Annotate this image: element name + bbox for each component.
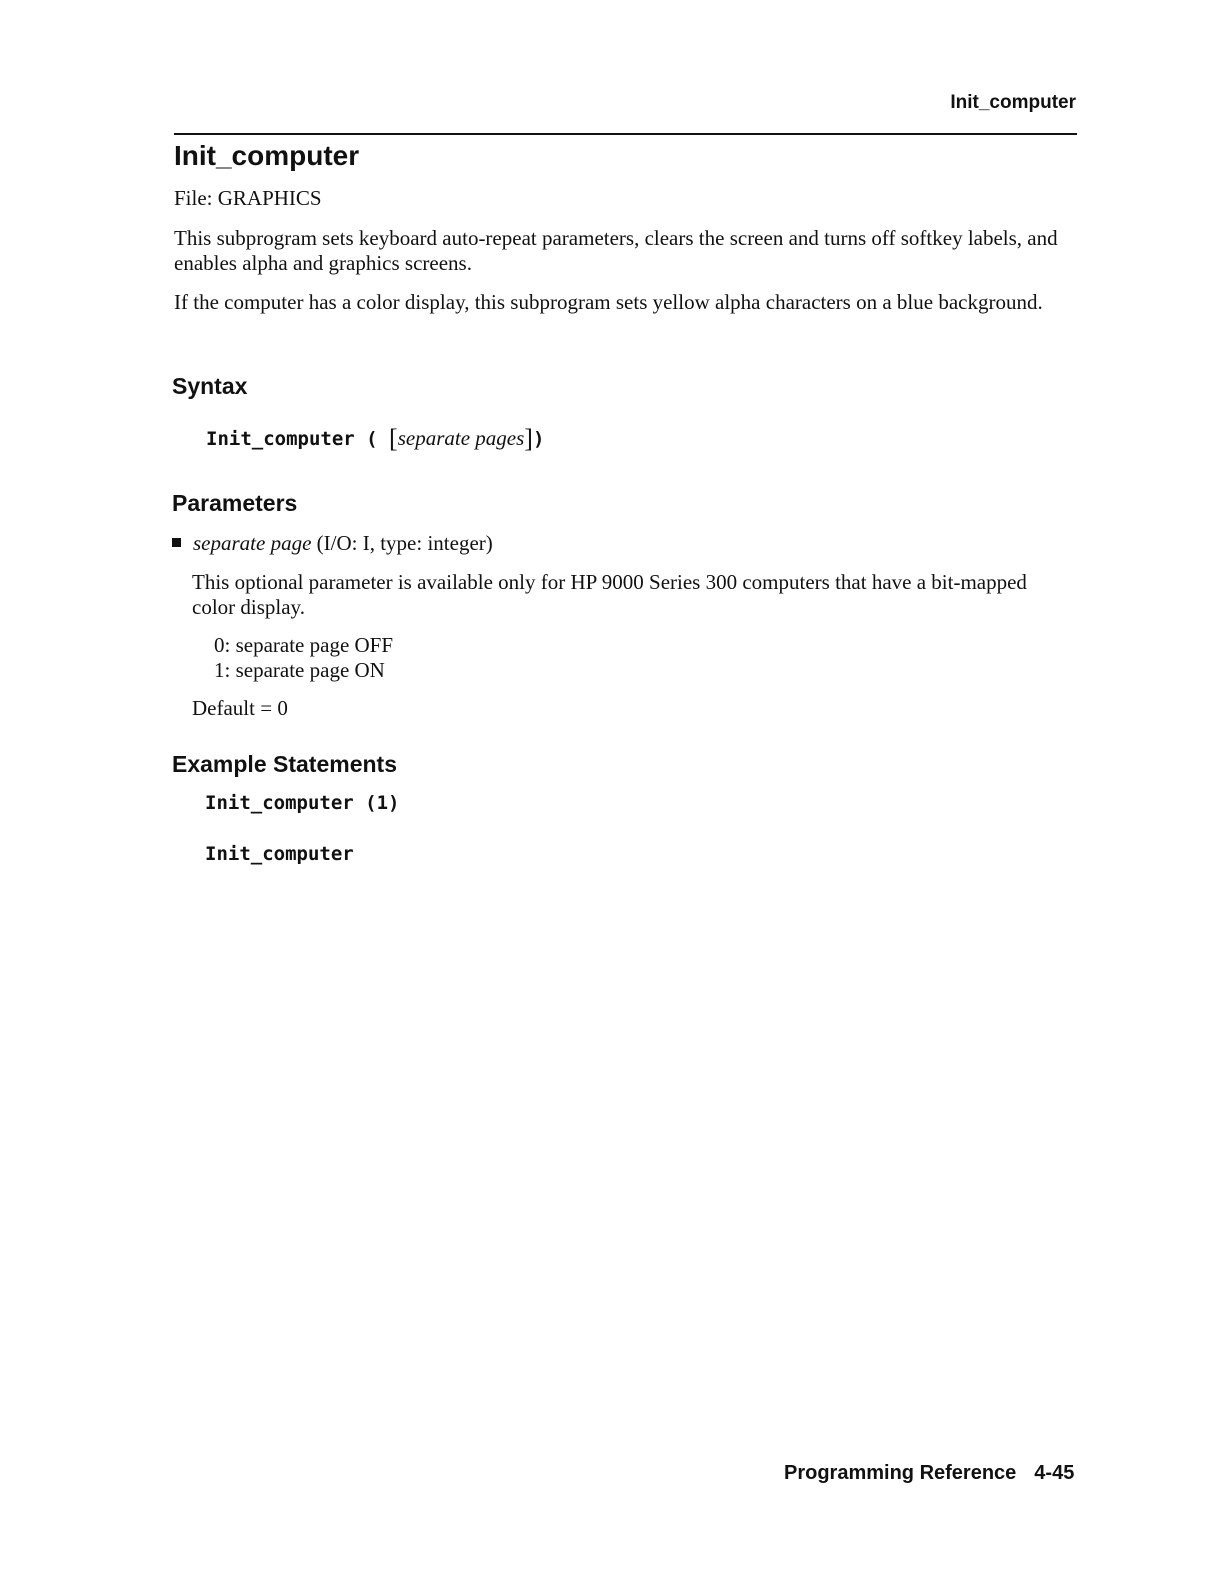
syntax-call-prefix: Init_computer ( <box>206 428 390 450</box>
example-line-2: Init_computer <box>205 843 354 865</box>
running-head: Init_computer <box>950 92 1076 113</box>
footer-page-number: 4-45 <box>1034 1462 1075 1484</box>
parameter-value-1: 1: separate page ON <box>214 658 385 682</box>
example-line-1: Init_computer (1) <box>205 792 400 814</box>
parameters-heading: Parameters <box>172 490 298 516</box>
file-line: File: GRAPHICS <box>174 186 322 210</box>
parameter-item <box>172 531 493 556</box>
parameter-name: separate page <box>193 531 312 555</box>
parameter-description: This optional parameter is available only for HP 9000 Series 300 computers that have a bit-mapped color display. <box>192 570 1027 619</box>
description-paragraph-2: If the computer has a color display, this subprogram sets yellow alpha characters on a blue background. <box>174 290 1043 314</box>
parameter-spec: (I/O: I, type: integer) <box>311 531 493 555</box>
syntax-statement <box>206 424 544 454</box>
syntax-open-bracket: [ <box>389 424 398 453</box>
page-footer <box>784 1462 1074 1485</box>
page-title: Init_computer <box>174 140 360 171</box>
description-paragraph-1: This subprogram sets keyboard auto-repeat parameters, clears the screen and turns off softkey labels, and enables alpha and graphics screens. <box>174 226 1058 275</box>
footer-section: Programming Reference <box>784 1462 1017 1484</box>
syntax-call-suffix: ) <box>532 428 545 450</box>
parameter-default: Default = 0 <box>192 696 288 720</box>
syntax-heading: Syntax <box>172 373 248 399</box>
syntax-close-bracket: ] <box>524 424 533 453</box>
header-rule <box>174 133 1077 135</box>
parameter-value-0: 0: separate page OFF <box>214 633 394 657</box>
bullet-square-icon <box>172 538 181 547</box>
syntax-param: separate pages <box>397 426 525 450</box>
examples-heading: Example Statements <box>172 751 397 777</box>
